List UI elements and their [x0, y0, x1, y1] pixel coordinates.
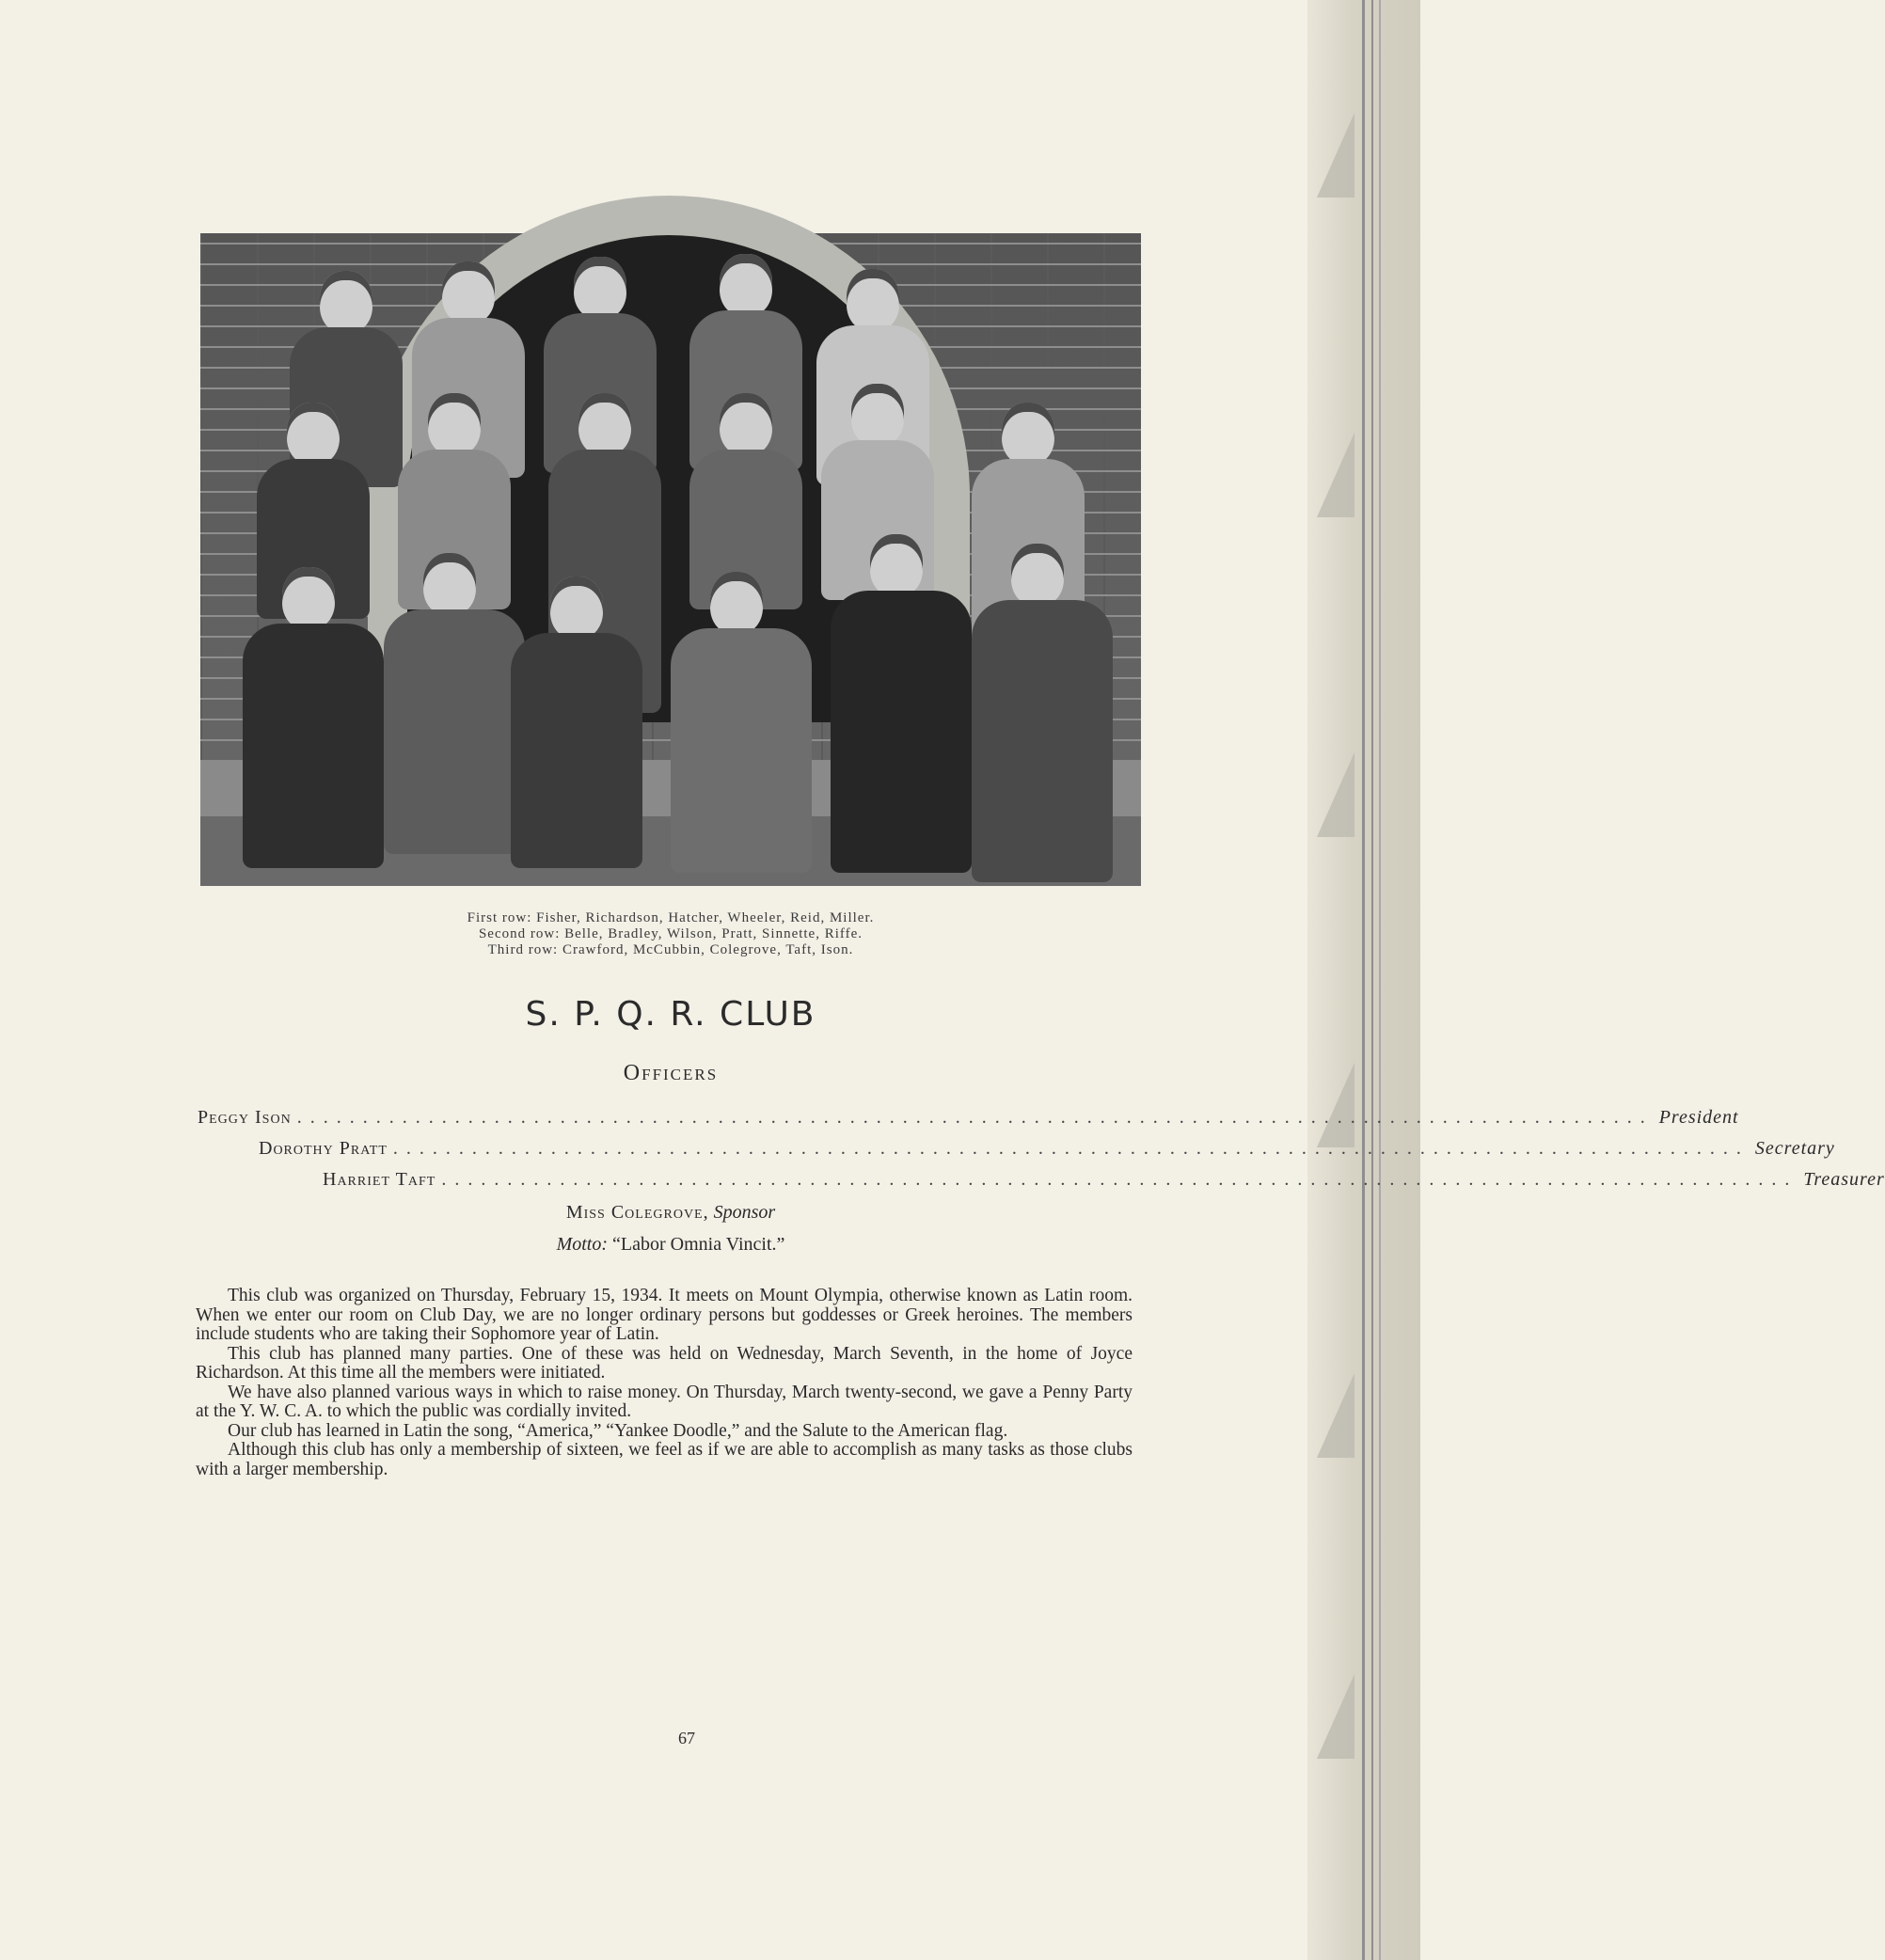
club-title: S. P. Q. R. CLUB	[525, 995, 816, 1034]
paragraph: We have also planned various ways in which to raise money. On Thursday, March twenty-second, we gave a Penny Party at the Y. W. C. A. to which the public was cordially invited.	[196, 1382, 1133, 1421]
club-description	[196, 1287, 1133, 1479]
officer-title: President	[1658, 1107, 1739, 1128]
officer-name: Harriet Taft	[323, 1169, 436, 1190]
officer-name: Dorothy Pratt	[259, 1138, 388, 1159]
caption-line: Third row: Crawford, McCubbin, Colegrove, Taft, Ison.	[487, 942, 854, 957]
leader-dots: .......................................................................................................	[441, 1169, 1798, 1190]
edge-rule	[1362, 0, 1365, 1960]
sponsor-name: Miss Colegrove,	[565, 1202, 709, 1223]
sponsor-line	[200, 1202, 1141, 1224]
motto-line	[200, 1234, 1141, 1256]
page-edge	[1307, 0, 1420, 1960]
club-group-photo	[200, 233, 1141, 886]
sponsor-role: Sponsor	[713, 1202, 776, 1223]
officer-line	[323, 1169, 1885, 1191]
officer-name: Peggy Ison	[198, 1107, 292, 1128]
edge-rule	[1371, 0, 1373, 1960]
officer-line	[259, 1138, 1835, 1160]
officer-title: Secretary	[1754, 1138, 1835, 1159]
caption-line: First row: Fisher, Richardson, Hatcher, Wheeler, Reid, Miller.	[467, 910, 875, 925]
caption-line: Second row: Belle, Bradley, Wilson, Pratt, Sinnette, Riffe.	[478, 926, 863, 941]
motto-label: Motto:	[556, 1234, 609, 1255]
photo-caption	[200, 910, 1141, 958]
edge-rule	[1379, 0, 1381, 1960]
leader-dots: .......................................................................................................	[296, 1107, 1654, 1128]
page-number: 67	[678, 1729, 695, 1747]
motto-text: “Labor Omnia Vincit.”	[612, 1234, 785, 1255]
leader-dots: .......................................................................................................	[392, 1138, 1750, 1159]
paragraph: Although this club has only a membership of sixteen, we feel as if we are able to accomplish as many tasks as those clubs with a larger membership.	[196, 1440, 1133, 1479]
officer-title: Treasurer	[1803, 1169, 1885, 1190]
paragraph: This club has planned many parties. One of these was held on Wednesday, March Seventh, in the home of Joyce Richardson. At this time all the members were initiated.	[196, 1343, 1133, 1383]
officers-heading: Officers	[623, 1061, 719, 1085]
paragraph: Our club has learned in Latin the song, “America,” “Yankee Doodle,” and the Salute to the American flag.	[228, 1420, 1008, 1441]
officer-line	[198, 1107, 1739, 1129]
paragraph: This club was organized on Thursday, February 15, 1934. It meets on Mount Olympia, otherwise known as Latin room. When we enter our room on Club Day, we are no longer ordinary persons but goddesses or Greek heroines. The members include students who are taking their Sophomore year of Latin.	[196, 1286, 1133, 1344]
